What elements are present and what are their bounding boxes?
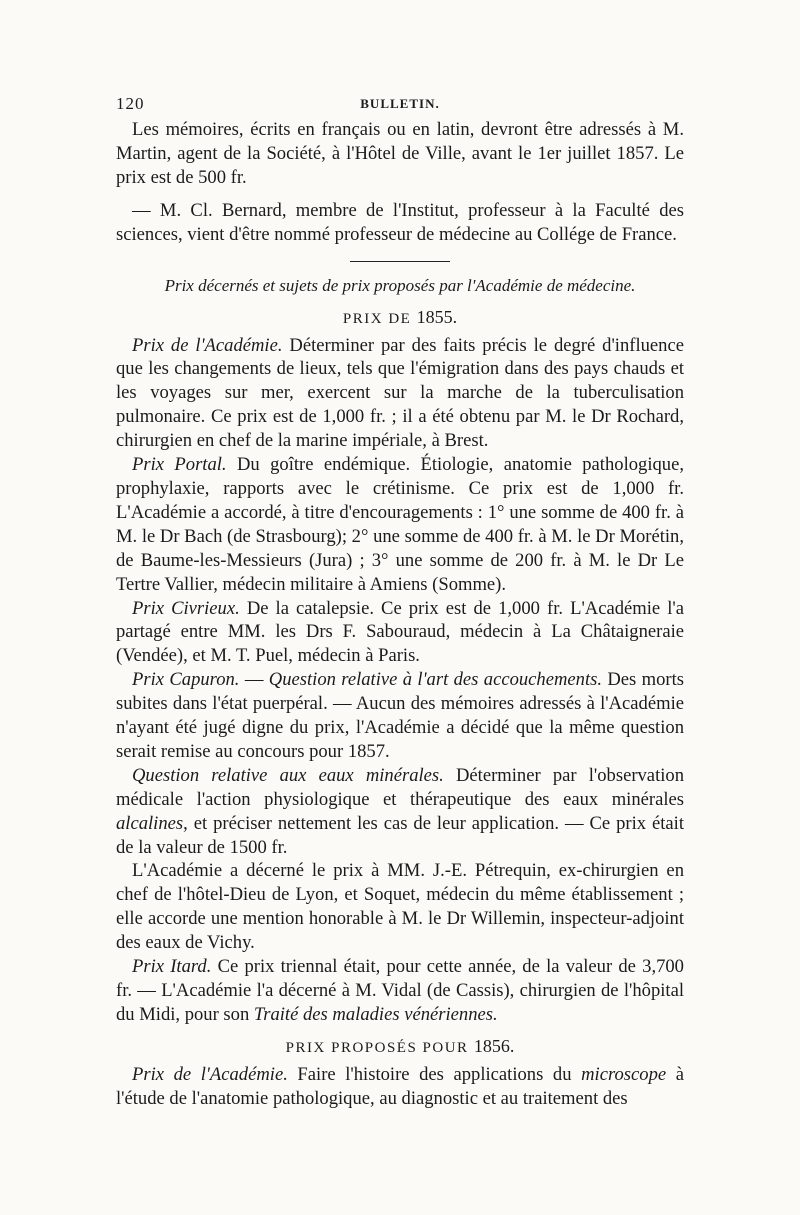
question-title: Question relative à l'art des accouchements. <box>268 669 602 691</box>
book-title: Traité des maladies vénériennes. <box>253 1003 498 1025</box>
prize-name: Prix Portal. <box>132 454 227 476</box>
prize-name: Prix Capuron. <box>132 669 240 691</box>
paragraph-prix-academie: Prix de l'Académie. Déterminer par des faits précis le degré d'influence que les changements de lieux, tels que l'émigration dans des pays chauds et les voyages sur mer, exercent sur la marche de la tuberculisation pulmonaire. Ce prix est de 1,000 fr. ; il a été obtenu par M. le Dr Rochard, chirurgien en chef de la marine impériale, à Brest. <box>116 334 684 452</box>
section-title: Prix décernés et sujets de prix proposés par l'Académie de médecine. <box>164 275 636 295</box>
subheading-prix-1856: PRIX PROPOSÉS POUR 1856. <box>285 1035 515 1056</box>
prize-name: Prix Itard. <box>132 956 212 978</box>
page-body <box>116 94 684 1111</box>
paragraph-memoires: Les mémoires, écrits en français ou en latin, devront être adressés à M. Martin, agent de la Société, à l'Hôtel de Ville, avant le 1er juillet 1857. Le prix est de 500 fr. <box>116 119 684 188</box>
paragraph-prix-itard: Prix Itard. Ce prix triennal était, pour cette année, de la valeur de 3,700 fr. — L'Académie l'a décerné à M. Vidal (de Cassis), chirurgien de l'hôpital du Midi, pour son Traité des maladies vénériennes. <box>116 956 684 1025</box>
paragraph-prix-capuron: Prix Capuron. — Question relative à l'art des accouchements. Des morts subites dans l'état puerpéral. — Aucun des mémoires adressés à l'Académie n'ayant été jugé digne du prix, l'Académie a décidé que la même question serait remise au concours pour 1857. <box>116 669 684 762</box>
question-title: Question relative aux eaux minérales. <box>132 764 444 786</box>
paragraph-prix-1856: Prix de l'Académie. Faire l'histoire des applications du microscope à l'étude de l'anatomie pathologique, au diagnostic et au traitement des <box>116 1063 684 1109</box>
paragraph-petrequin: L'Académie a décerné le prix à MM. J.-E. Pétrequin, ex-chirurgien en chef de l'hôtel-Dieu de Lyon, et Soquet, médecin du même établissement ; elle accorde une mention honorable à M. le Dr Willemin, inspecteur-adjoint des eaux de Vichy. <box>116 860 684 954</box>
section-divider <box>350 261 450 262</box>
subheading-prix-1855: PRIX DE 1855. <box>342 306 458 327</box>
running-header <box>116 94 684 118</box>
paragraph-bernard: — M. Cl. Bernard, membre de l'Institut, professeur à la Faculté des sciences, vient d'être nommé professeur de médecine au Collége de France. <box>116 199 684 245</box>
prize-name: Prix Civrieux. <box>132 597 240 619</box>
prize-name: Prix de l'Académie. <box>132 334 283 356</box>
running-title: BULLETIN. <box>360 96 440 111</box>
paragraph-prix-civrieux: Prix Civrieux. De la catalepsie. Ce prix est de 1,000 fr. L'Académie l'a partagé entre MM. les Drs F. Sabouraud, médecin à La Châtaigneraie (Vendée), et M. T. Puel, médecin à Paris. <box>116 597 684 667</box>
paragraph-eaux-minerales: Question relative aux eaux minérales. Déterminer par l'observation médicale l'action physiologique et thérapeutique des eaux minérales alcalines, et préciser nettement les cas de leur application. — Ce prix était de la valeur de 1500 fr. <box>116 764 684 858</box>
prize-name: Prix de l'Académie. <box>132 1063 288 1085</box>
page-number: 120 <box>116 94 145 113</box>
paragraph-prix-portal: Prix Portal. Du goître endémique. Étiologie, anatomie pathologique, prophylaxie, rapports avec le crétinisme. Ce prix est de 1,000 fr. L'Académie a accordé, à titre d'encouragements : 1° une somme de 400 fr. à M. le Dr Bach (de Strasbourg); 2° une somme de 400 fr. à M. le Dr Morétin, de Baume-les-Messieurs (Jura) ; 3° une somme de 200 fr. à M. le Dr Le Tertre Vallier, médecin militaire à Amiens (Somme). <box>116 454 684 595</box>
